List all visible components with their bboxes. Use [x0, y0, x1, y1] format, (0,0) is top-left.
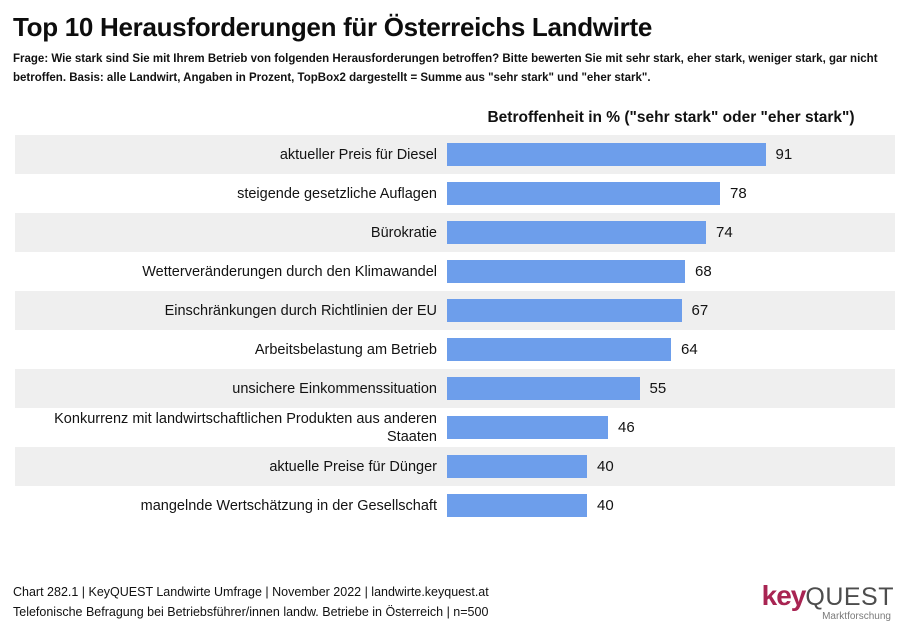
- bar-row: [15, 369, 895, 408]
- bar-row: [15, 330, 895, 369]
- category-label: Wetterveränderungen durch den Klimawandel: [142, 263, 437, 280]
- keyquest-logo-wordmark: [762, 582, 894, 610]
- bar-track: [447, 260, 895, 283]
- value-label: 91: [775, 146, 793, 164]
- bar-rows: [15, 135, 895, 525]
- slide-page: [0, 12, 910, 624]
- question-subtitle: Frage: Wie stark sind Sie mit Ihrem Betrieb von folgenden Herausforderungen betroffen? Bitte bewerten Sie mit sehr stark, eher stark, weniger stark, gar nicht betroffen. Basis: alle Landwirt, Angaben in Prozent, TopBox2 dargestellt = Summe aus "sehr stark" und "eher stark".: [13, 53, 878, 84]
- bar-track: [447, 143, 895, 166]
- bar-track: [447, 416, 895, 439]
- category-label: aktueller Preis für Diesel: [279, 146, 437, 163]
- bar: [447, 338, 671, 361]
- category-label: Arbeitsbelastung am Betrieb: [254, 341, 437, 358]
- bar-row: [15, 135, 895, 174]
- category-label: unsichere Einkommenssituation: [232, 380, 437, 397]
- bar-row: [15, 213, 895, 252]
- bar-row: [15, 174, 895, 213]
- category-label: aktuelle Preise für Dünger: [269, 458, 437, 475]
- chart-header-row: [15, 109, 895, 135]
- keyquest-logo: [762, 582, 894, 622]
- bar: [447, 299, 682, 322]
- bar: [447, 455, 587, 478]
- category-label: Bürokratie: [370, 224, 437, 241]
- value-label: 46: [618, 419, 635, 437]
- bar: [447, 182, 720, 205]
- value-label: 40: [597, 497, 614, 515]
- category-label: mangelnde Wertschätzung in der Gesellschaft: [140, 497, 437, 514]
- bar-track: [447, 494, 895, 517]
- bar-track: [447, 299, 895, 322]
- footer: [0, 582, 910, 622]
- bar-track: [447, 182, 895, 205]
- chart-axis-title: Betroffenheit in % ("sehr stark" oder "eher stark"): [487, 109, 855, 127]
- value-label: 55: [649, 380, 667, 398]
- bar-track: [447, 377, 895, 400]
- logo-tagline: Marktforschung: [822, 611, 891, 622]
- bar: [447, 416, 608, 439]
- bar-chart: [0, 109, 910, 525]
- category-label: Einschränkungen durch Richtlinien der EU: [164, 302, 437, 319]
- bar-row: [15, 486, 895, 525]
- value-label: 67: [691, 302, 709, 320]
- category-label: Konkurrenz mit landwirtschaftlichen Produkten aus anderen Staaten: [54, 410, 437, 445]
- bar-row: [15, 408, 895, 447]
- footer-line-2: Telefonische Befragung bei Betriebsführer/innen landw. Betriebe in Österreich | n=500: [13, 605, 489, 619]
- value-label: 68: [695, 263, 712, 281]
- bar-track: [447, 455, 895, 478]
- category-label: steigende gesetzliche Auflagen: [237, 185, 437, 202]
- bar: [447, 260, 685, 283]
- bar-row: [15, 252, 895, 291]
- logo-key-text: key: [761, 580, 806, 611]
- bar-track: [447, 338, 895, 361]
- bar-row: [15, 447, 895, 486]
- bar-track: [447, 221, 895, 244]
- value-label: 64: [681, 341, 698, 359]
- page-title: Top 10 Herausforderungen für Österreichs Landwirte: [13, 12, 652, 42]
- value-label: 40: [597, 458, 614, 476]
- bar-row: [15, 291, 895, 330]
- logo-quest-text: QUEST: [805, 583, 894, 611]
- footer-source-text: [13, 582, 489, 622]
- bar: [447, 143, 766, 166]
- value-label: 78: [730, 185, 747, 203]
- bar: [447, 494, 587, 517]
- bar: [447, 221, 706, 244]
- chart-header-spacer: [15, 109, 447, 135]
- bar: [447, 377, 640, 400]
- value-label: 74: [716, 224, 733, 242]
- footer-line-1: Chart 282.1 | KeyQUEST Landwirte Umfrage | November 2022 | landwirte.keyquest.at: [13, 585, 489, 599]
